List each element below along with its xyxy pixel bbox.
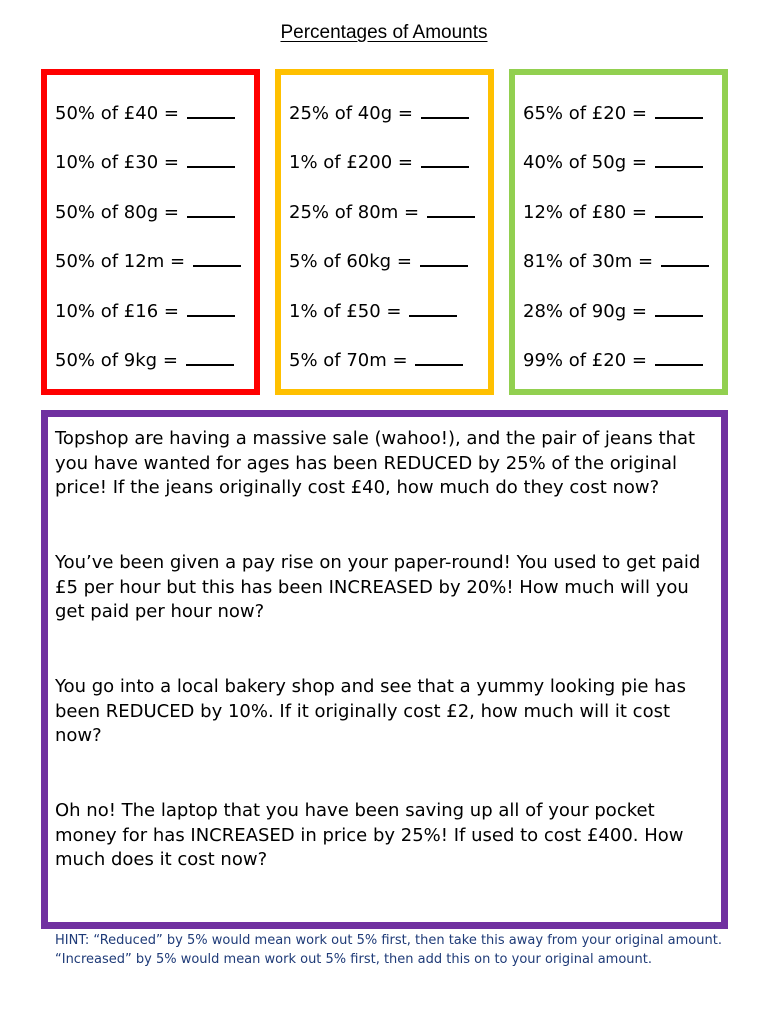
question-text: 1% of £50 =: [289, 300, 402, 322]
question-item: [55, 346, 250, 395]
question-text: 50% of 12m =: [55, 251, 186, 273]
answer-blank[interactable]: [661, 247, 709, 267]
question-text: 10% of £30 =: [55, 152, 179, 174]
answer-blank[interactable]: [186, 346, 234, 366]
question-text: 25% of 40g =: [289, 103, 413, 124]
question-item: [55, 297, 250, 346]
question-text: 81% of 30m =: [523, 251, 654, 273]
question-text: 28% of 90g =: [523, 300, 647, 322]
question-text: 99% of £20 =: [523, 349, 647, 371]
answer-blank[interactable]: [655, 297, 703, 317]
hint-text: HINT: “Reduced” by 5% would mean work out 5% first, then take this away from your original amount. “Increased” by 5% would mean work out 5% first, then add this on to your original amount.: [55, 933, 722, 967]
answer-blank[interactable]: [421, 99, 469, 119]
question-box-red: [41, 69, 260, 395]
word-problem-pay-rise: You’ve been given a pay rise on your paper-round! You used to get paid £5 per hour but this has been INCREASED by 20%! How much will you get paid per hour now?: [55, 552, 701, 622]
answer-blank[interactable]: [187, 297, 235, 317]
answer-blank[interactable]: [655, 99, 703, 119]
question-text: 25% of 80m =: [289, 201, 420, 223]
answer-blank[interactable]: [655, 148, 703, 168]
question-text: 50% of 9kg =: [55, 349, 178, 371]
word-problem-pie: You go into a local bakery shop and see that a yummy looking pie has been REDUCED by 10%. If it originally cost £2, how much will it cost now?: [55, 676, 686, 746]
page-title: Percentages of Amounts: [280, 22, 488, 43]
question-item: [289, 198, 484, 247]
question-text: 40% of 50g =: [523, 152, 647, 174]
answer-blank[interactable]: [415, 346, 463, 366]
question-list: [55, 99, 250, 395]
question-text: 5% of 70m =: [289, 349, 408, 371]
word-problem-laptop: Oh no! The laptop that you have been saving up all of your pocket money for has INCREASED in price by 25%! If used to cost £400. How much does it cost now?: [55, 800, 684, 870]
question-text: 65% of £20 =: [523, 103, 647, 124]
question-text: 5% of 60kg =: [289, 251, 412, 273]
question-item: [289, 346, 484, 395]
question-item: [523, 297, 718, 346]
question-list: [289, 99, 484, 395]
answer-blank[interactable]: [187, 198, 235, 218]
answer-blank[interactable]: [427, 198, 475, 218]
answer-blank[interactable]: [420, 247, 468, 267]
question-item: [523, 247, 718, 296]
question-box-green: [509, 69, 728, 395]
word-problem-jeans: Topshop are having a massive sale (wahoo!), and the pair of jeans that you have wanted for ages has been REDUCED by 25% of the original price! If the jeans originally cost £40, how much do they cost now?: [55, 428, 696, 498]
answer-blank[interactable]: [187, 99, 235, 119]
question-item: [55, 198, 250, 247]
question-item: [55, 247, 250, 296]
question-item: [523, 346, 718, 395]
question-text: 10% of £16 =: [55, 300, 179, 322]
question-box-orange: [275, 69, 494, 395]
question-item: [523, 148, 718, 197]
question-list: [523, 99, 718, 395]
question-item: [289, 297, 484, 346]
answer-blank[interactable]: [655, 198, 703, 218]
answer-blank[interactable]: [193, 247, 241, 267]
question-item: [523, 198, 718, 247]
question-item: [55, 148, 250, 197]
question-item: [523, 99, 718, 148]
answer-blank[interactable]: [655, 346, 703, 366]
question-item: [55, 99, 250, 148]
answer-blank[interactable]: [187, 148, 235, 168]
question-text: 12% of £80 =: [523, 201, 647, 223]
answer-blank[interactable]: [421, 148, 469, 168]
question-item: [289, 148, 484, 197]
word-problems-box: [41, 410, 728, 929]
question-text: 50% of 80g =: [55, 201, 179, 223]
question-text: 1% of £200 =: [289, 152, 413, 174]
question-text: 50% of £40 =: [55, 103, 179, 124]
question-item: [289, 247, 484, 296]
question-item: [289, 99, 484, 148]
answer-blank[interactable]: [409, 297, 457, 317]
